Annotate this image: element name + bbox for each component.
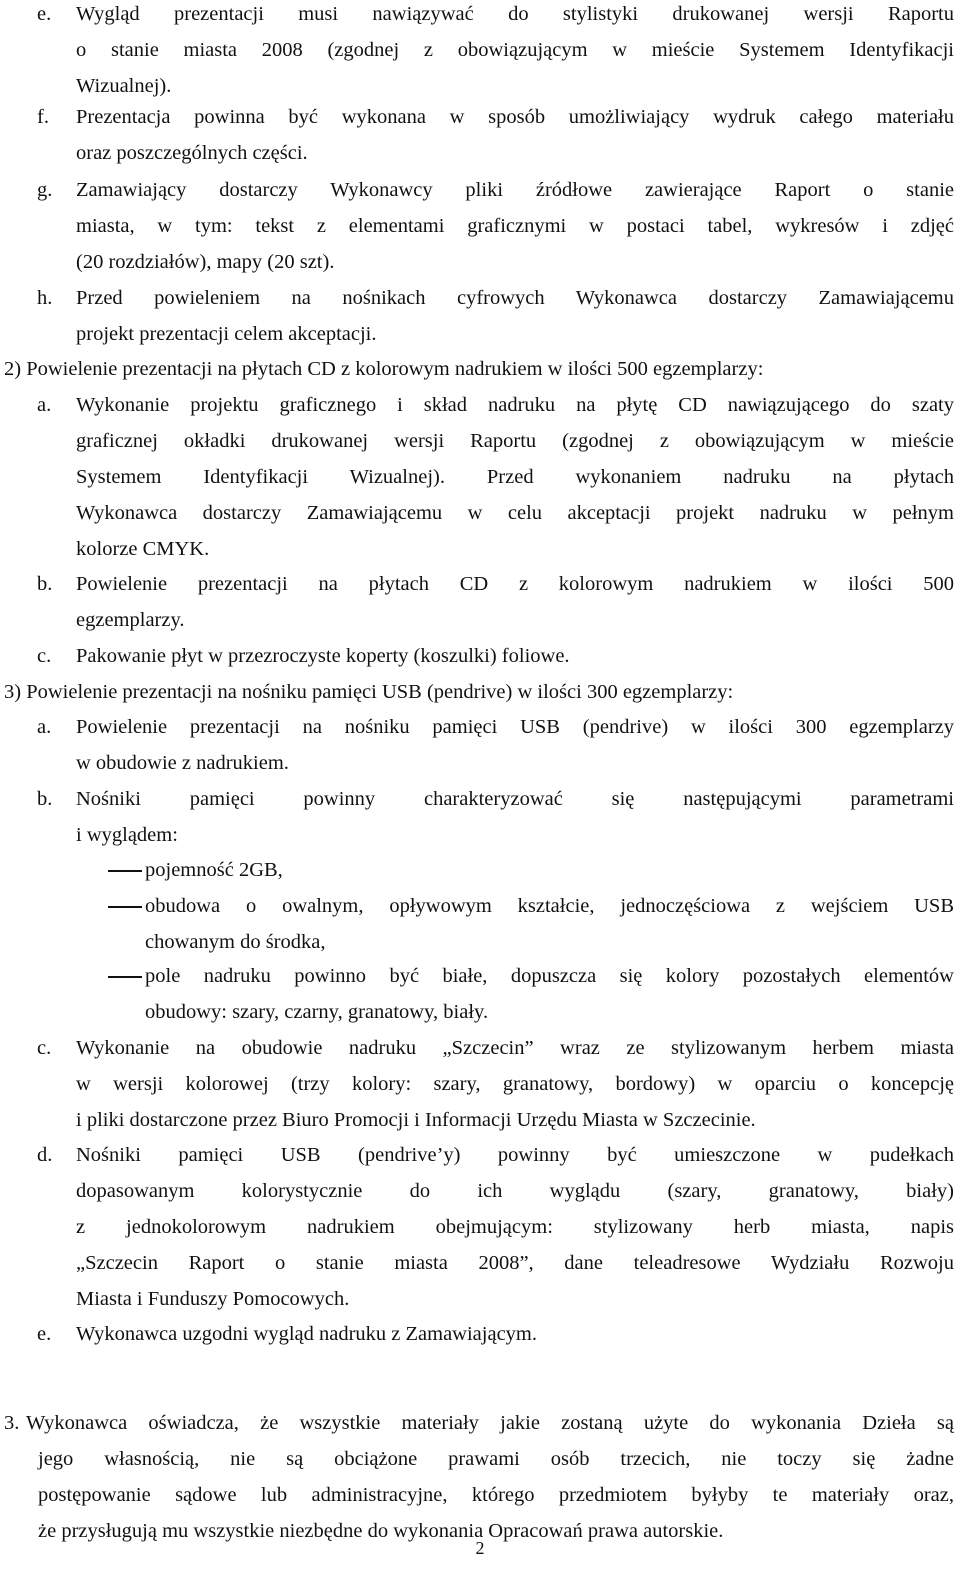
item-text-line: i pliki dostarczone przez Biuro Promocji i Informacji Urzędu Miasta w Szczecinie. xyxy=(76,1109,756,1131)
item-label: g. xyxy=(37,179,53,201)
item-text-line: Miasta i Funduszy Pomocowych. xyxy=(76,1288,350,1310)
paragraph-number: 3. xyxy=(4,1412,20,1434)
item-label: c. xyxy=(37,1037,52,1059)
bullet-text-line: obudowa o owalnym, opływowym kształcie, jednoczęściowa z wejściem USB xyxy=(145,895,954,917)
item-text-line: oraz poszczególnych części. xyxy=(76,142,308,164)
item-text-line: Zamawiający dostarczy Wykonawcy pliki źródłowe zawierające Raport o stanie xyxy=(76,179,954,201)
item-text-line: miasta, w tym: tekst z elementami graficznymi w postaci tabel, wykresów i zdjęć xyxy=(76,215,954,237)
item-label: e. xyxy=(37,1323,52,1345)
item-label: a. xyxy=(37,716,52,738)
item-text-line: w obudowie z nadrukiem. xyxy=(76,752,289,774)
item-text-line: Przed powieleniem na nośnikach cyfrowych Wykonawca dostarczy Zamawiającemu xyxy=(76,287,954,309)
dash-bullet-icon xyxy=(108,976,142,978)
item-text-line: „Szczecin Raport o stanie miasta 2008”, dane teleadresowe Wydziału Rozwoju xyxy=(76,1252,954,1274)
item-text-line: kolorze CMYK. xyxy=(76,538,210,560)
item-label: b. xyxy=(37,573,53,595)
bullet-text-line: obudowy: szary, czarny, granatowy, biały. xyxy=(145,1001,489,1023)
item-text-line: graficznej okładki drukowanej wersji Raportu (zgodnej z obowiązującym w mieście xyxy=(76,430,954,452)
item-text-line: egzemplarzy. xyxy=(76,609,185,631)
item-text-line: Nośniki pamięci powinny charakteryzować się następującymi parametrami xyxy=(76,788,954,810)
item-text-line: Wizualnej). xyxy=(76,75,172,97)
item-text-line: z jednokolorowym nadrukiem obejmującym: stylizowany herb miasta, napis xyxy=(76,1216,954,1238)
item-text-line: Systemem Identyfikacji Wizualnej). Przed wykonaniem nadruku na płytach xyxy=(76,466,954,488)
item-label: e. xyxy=(37,3,52,25)
bullet-text-line: pole nadruku powinno być białe, dopuszcza się kolory pozostałych elementów xyxy=(145,965,954,987)
item-text-line: w wersji kolorowej (trzy kolory: szary, granatowy, bordowy) w oparciu o koncepcję xyxy=(76,1073,954,1095)
item-label: h. xyxy=(37,287,53,309)
dash-bullet-icon xyxy=(108,870,142,872)
item-text-line: Prezentacja powinna być wykonana w sposób umożliwiający wydruk całego materiału xyxy=(76,106,954,128)
item-text-line: o stanie miasta 2008 (zgodnej z obowiązującym w mieście Systemem Identyfikacji xyxy=(76,39,954,61)
paragraph-text-line: że przysługują mu wszystkie niezbędne do wykonania Opracowań prawa autorskie. xyxy=(38,1520,724,1542)
item-text-line: Powielenie prezentacji na nośniku pamięci USB (pendrive) w ilości 300 egzemplarzy xyxy=(76,716,954,738)
item-label: f. xyxy=(37,106,49,128)
item-text-line: i wyglądem: xyxy=(76,824,178,846)
item-text-line: Wykonawca uzgodni wygląd nadruku z Zamawiającym. xyxy=(76,1323,537,1345)
item-label: c. xyxy=(37,645,52,667)
paragraph-text-line: postępowanie sądowe lub administracyjne, którego przedmiotem byłyby te materiały oraz, xyxy=(38,1484,954,1506)
item-text-line: projekt prezentacji celem akceptacji. xyxy=(76,323,377,345)
paragraph-text-line: jego własnością, nie są obciążone prawami osób trzecich, nie toczy się żadne xyxy=(38,1448,954,1470)
section-heading: 3) Powielenie prezentacji na nośniku pamięci USB (pendrive) w ilości 300 egzemplarzy: xyxy=(4,681,734,703)
item-label: a. xyxy=(37,394,52,416)
dash-bullet-icon xyxy=(108,906,142,908)
item-text-line: Wygląd prezentacji musi nawiązywać do stylistyki drukowanej wersji Raportu xyxy=(76,3,954,25)
item-text-line: Nośniki pamięci USB (pendrive’y) powinny być umieszczone w pudełkach xyxy=(76,1144,954,1166)
item-text-line: dopasowanym kolorystycznie do ich wyglądu (szary, granatowy, biały) xyxy=(76,1180,954,1202)
item-text-line: Wykonawca dostarczy Zamawiającemu w celu akceptacji projekt nadruku w pełnym xyxy=(76,502,954,524)
item-label: d. xyxy=(37,1144,53,1166)
bullet-text-line: pojemność 2GB, xyxy=(145,859,283,881)
item-text-line: (20 rozdziałów), mapy (20 szt). xyxy=(76,251,335,273)
bullet-text-line: chowanym do środka, xyxy=(145,931,326,953)
section-heading: 2) Powielenie prezentacji na płytach CD z kolorowym nadrukiem w ilości 500 egzemplarzy: xyxy=(4,358,764,380)
page-number: 2 xyxy=(475,1538,485,1558)
paragraph-text-line: Wykonawca oświadcza, że wszystkie materiały jakie zostaną użyte do wykonania Dzieła są xyxy=(26,1412,954,1434)
item-label: b. xyxy=(37,788,53,810)
item-text-line: Pakowanie płyt w przezroczyste koperty (koszulki) foliowe. xyxy=(76,645,570,667)
item-text-line: Wykonanie projektu graficznego i skład nadruku na płytę CD nawiązującego do szaty xyxy=(76,394,954,416)
item-text-line: Wykonanie na obudowie nadruku „Szczecin” wraz ze stylizowanym herbem miasta xyxy=(76,1037,954,1059)
item-text-line: Powielenie prezentacji na płytach CD z kolorowym nadrukiem w ilości 500 xyxy=(76,573,954,595)
